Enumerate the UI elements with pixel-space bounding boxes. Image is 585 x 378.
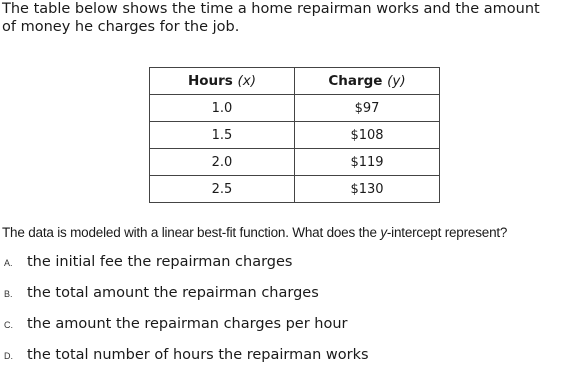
choice-d-text: the total number of hours the repairman works [27,347,369,363]
intro-line-1: The table below shows the time a home repairman works and the amount [2,1,540,17]
cell-hours: 1.0 [150,95,295,122]
table-row [150,95,440,122]
question-after: -intercept represent? [386,225,508,240]
cell-charge: $130 [295,176,440,203]
header-hours [150,68,295,95]
question-before: The data is modeled with a linear best-fit function. What does the [2,225,381,240]
choice-b[interactable] [4,285,369,316]
cell-charge: $119 [295,149,440,176]
choice-c-text: the amount the repairman charges per hour [27,316,348,332]
intro-text [2,0,585,36]
header-charge-label: Charge [328,73,383,89]
header-hours-label: Hours [187,73,233,89]
choice-a[interactable] [4,254,369,285]
choice-b-letter: B. [4,289,13,299]
choice-a-letter: A. [4,258,13,268]
header-charge [295,68,440,95]
cell-hours: 2.0 [150,149,295,176]
intro-line-2: of money he charges for the job. [2,19,240,35]
cell-charge: $97 [295,95,440,122]
cell-hours: 1.5 [150,122,295,149]
answer-choices [4,254,369,378]
choice-c-letter: C. [4,320,13,330]
header-charge-var: (y) [387,73,406,89]
question-text [2,225,507,240]
choice-a-text: the initial fee the repairman charges [27,254,293,270]
data-table [149,67,440,203]
table-row [150,176,440,203]
choice-d[interactable] [4,347,369,378]
table-header-row [150,68,440,95]
question-italic: y [380,225,387,240]
choice-d-letter: D. [4,351,13,361]
header-hours-var: (x) [237,73,257,89]
choice-b-text: the total amount the repairman charges [27,285,319,301]
choice-c[interactable] [4,316,369,347]
cell-hours: 2.5 [150,176,295,203]
table-row [150,122,440,149]
cell-charge: $108 [295,122,440,149]
table-row [150,149,440,176]
